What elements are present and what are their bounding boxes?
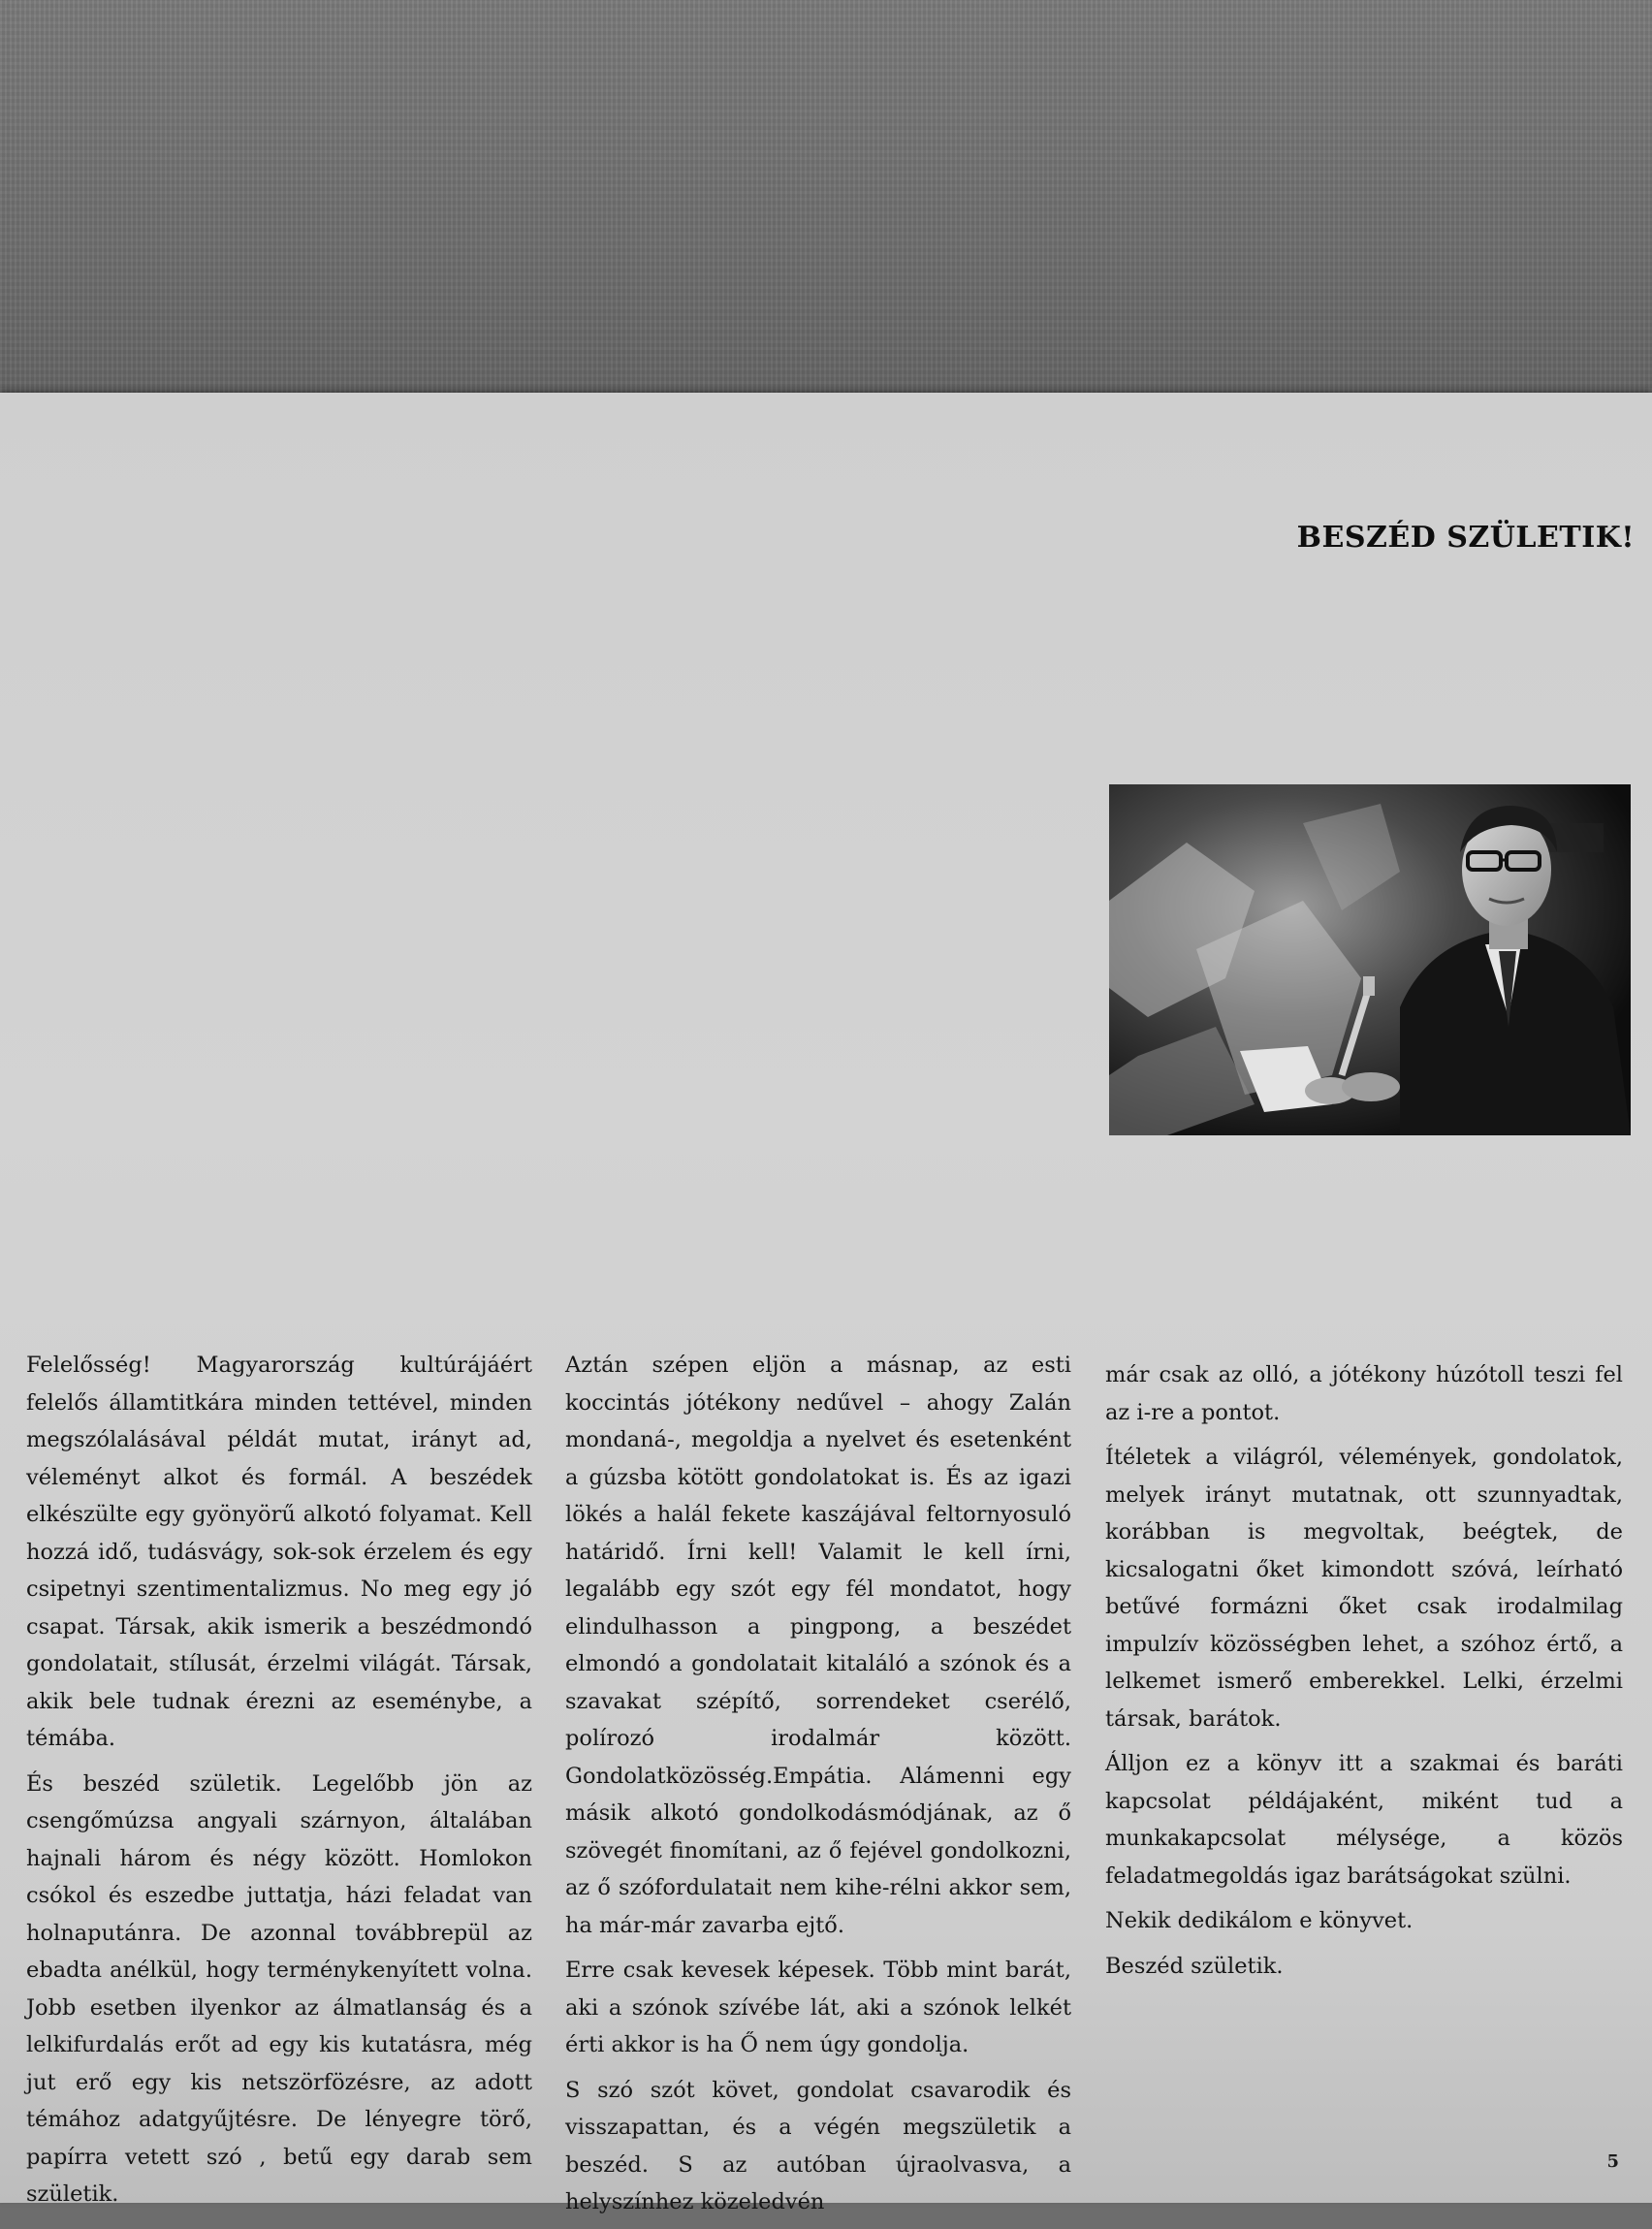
paragraph: Ítéletek a világról, vélemények, gondolatok, melyek irányt mutatnak, ott szunnyadtak, korábban is megvoltak, beégtek, de kicsalogatni őket kimondott szóvá, leírható betűvé formázni őket csak irodalmilag impulzív közösségben lehet, a szóhoz értő, a lelkemet ismerő emberekkel. Lelki, érzelmi társak, barátok.	[1105, 1445, 1623, 1732]
speaker-photo-image	[1109, 784, 1631, 1135]
paragraph: Felelősség! Magyarország kultúrájáért felelős államtitkára minden tettével, minden megszólalásával példát mutat, irányt ad, véleményt alkot és formál. A beszédek elkészülte egy gyönyörű alkotó folyamat. Kell hozzá idő, tudásvágy, sok-sok érzelem és egy csipetnyi szentimentalizmus. No meg egy jó csapat. Társak, akik ismerik a beszédmondó gondolatait, stílusát, érzelmi világát. Társak, akik bele tudnak érezni az eseménybe, a témába.	[26, 1353, 532, 1751]
page-title: BESZÉD SZÜLETIK!	[1296, 521, 1635, 555]
paragraph: Erre csak kevesek képesek. Több mint barát, aki a szónok szívébe lát, aki a szónok lelkét érti akkor is ha Ő nem úgy gondolja.	[565, 1958, 1071, 2057]
text-column-2	[565, 1347, 1071, 2229]
book-page	[0, 393, 1652, 2214]
paragraph: Álljon ez a könyv itt a szakmai és baráti kapcsolat példájaként, miként tud a munkakapcsolat mélysége, a közös feladatmegoldás igaz barátságokat szülni.	[1105, 1751, 1623, 1889]
paragraph: Nekik dedikálom e könyvet.	[1105, 1908, 1414, 1933]
text-column-3	[1105, 1356, 1623, 1992]
paragraph: És beszéd születik. Legelőbb jön az csengőmúzsa angyali szárnyon, általában hajnali három és négy között. Homlokon csókol és eszedbe juttatja, házi feladat van holnaputánra. De azonnal továbbrepül az ebadta anélkül, hogy terménykenyített volna. Jobb esetben ilyenkor az álmatlanság és a lelkifurdalás erőt ad egy kis kutatásra, még jut erő egy kis netszörfözésre, az adott témához adatgyűjtésre. De lényegre törő, papírra vetett szó , betű egy darab sem születik.	[26, 1770, 532, 2207]
speaker-photo	[1109, 784, 1631, 1135]
text-column-1	[26, 1347, 532, 2221]
paragraph: S szó szót követ, gondolat csavarodik és visszapattan, és a végén megszületik a beszéd. S az autóban újraolvasva, a helyszínhez közeledvén	[565, 2077, 1071, 2214]
background-surface	[0, 0, 1652, 398]
paragraph: már csak az olló, a jótékony húzótoll teszi fel az i-re a pontot.	[1105, 1362, 1623, 1425]
page-number: 5	[1606, 2151, 1619, 2172]
paragraph: Beszéd születik.	[1105, 1953, 1284, 1979]
paragraph: Aztán szépen eljön a másnap, az esti koccintás jótékony nedűvel – ahogy Zalán mondaná-, megoldja a nyelvet és esetenként a gúzsba kötött gondolatokat is. És az igazi lökés a halál fekete kaszájával feltornyosuló határidő. Írni kell! Valamit le kell írni, legalább egy szót egy fél mondatot, hogy elindulhasson a pingpong, a beszédet elmondó a gondolatait kitaláló a szónok és a szavakat szépítő, sorrendeket cserélő, polírozó irodalmár között. Gondolatközösség.Empátia. Alámenni egy másik alkotó gondolkodásmódjának, az ő szövegét finomítani, az ő fejével gondolkozni, az ő szófordulatait nem kihe-rélni akkor sem, ha már-már zavarba ejtő.	[565, 1353, 1071, 1938]
